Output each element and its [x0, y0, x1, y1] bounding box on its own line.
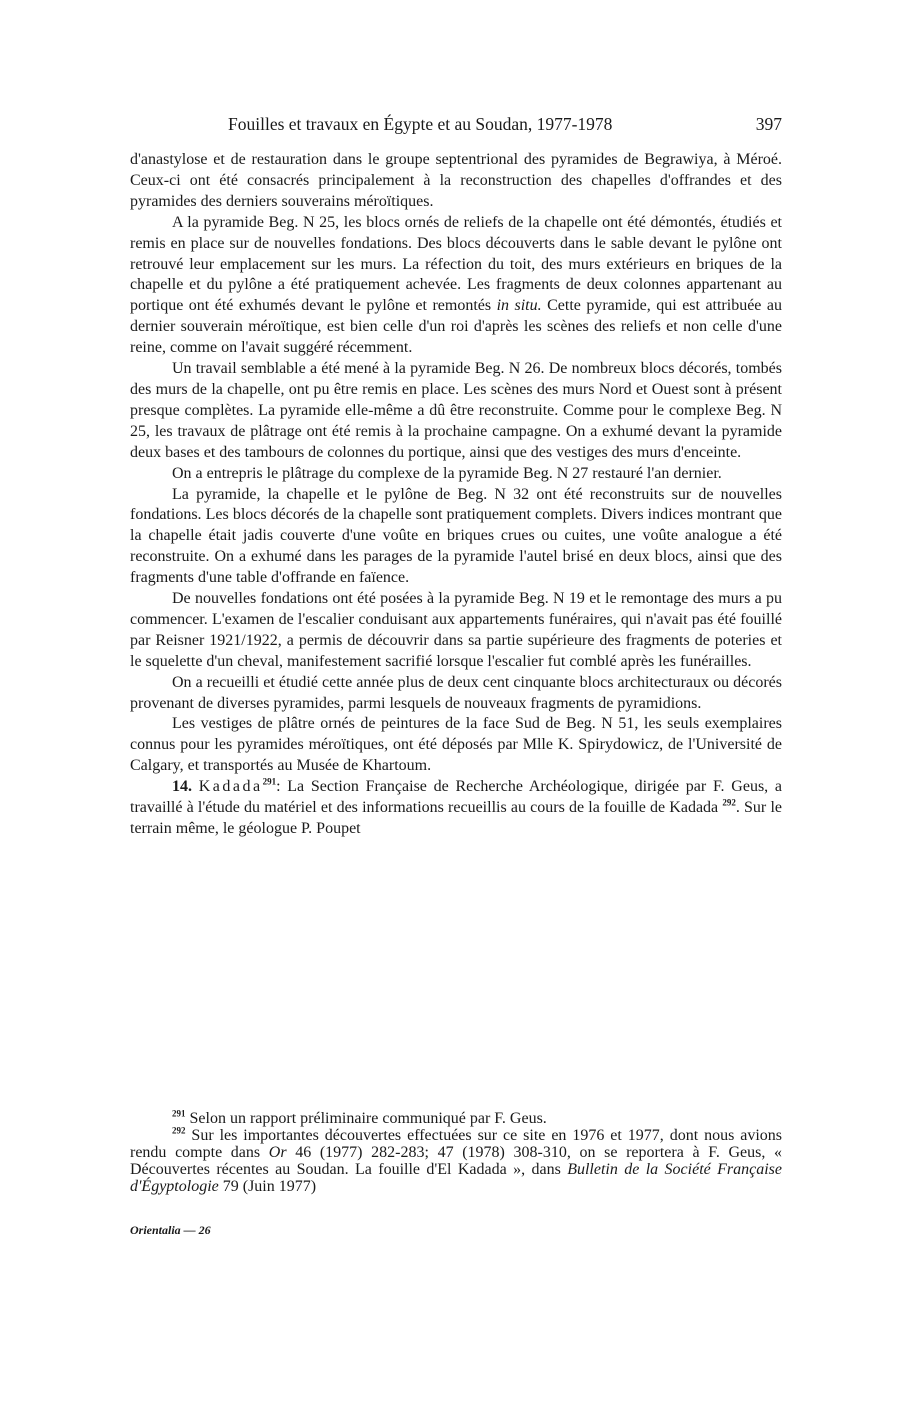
journal-title: Bulletin de la Société Française d'Égyptologie [130, 1161, 782, 1195]
text-span: Cette pyramide, qui est attribuée au dernier souverain méroïtique, est bien celle d'un roi d'après les scènes des reliefs et non celle d'une reine, comme on l'avait suggéré récemment. [130, 297, 782, 357]
footnote-ref-291[interactable]: 291 [262, 776, 277, 787]
footnote-number: 292 [172, 1125, 186, 1136]
page-number: 397 [755, 114, 782, 134]
text-span: . Sur le terrain même, le géologue P. Poupet [130, 799, 782, 837]
paragraph-beg-n26: Un travail semblable a été mené à la pyramide Beg. N 26. De nombreux blocs décorés, tombés des murs de la chapelle, ont pu être remis en place. Les scènes des murs Nord et Ouest sont à présent presque complètes. La pyramide elle-même a dû être reconstruite. Comme pour le complexe Beg. N 25, les travaux de plâtrage ont été remis à la prochaine campagne. On a exhumé devant la pyramide deux bases et des tambours de colonnes du portique, ainsi que des vestiges des murs d'enceinte. [130, 360, 782, 461]
paragraph-anastylose: d'anastylose et de restauration dans le groupe septentrional des pyramides de Begrawiya, à Méroé. Ceux-ci ont été consacrés principalement à la reconstruction des chapelles d'offrandes et des pyramides des derniers souverains méroïtiques. [130, 151, 782, 210]
text-span: : La Section Française de Recherche Archéologique, dirigée par F. Geus, a travaillé à l'étude du matériel et des informations recueillis au cours de la fouille de Kadada [130, 778, 783, 817]
footnote-292 [130, 1127, 782, 1195]
footnote-ref-292[interactable]: 292 [722, 797, 736, 808]
footnote-text: Selon un rapport préliminaire communiqué par F. Geus. [185, 1110, 547, 1127]
paragraph-blocs: On a recueilli et étudié cette année plus de deux cent cinquante blocs architecturaux ou décorés provenant de diverses pyramides, parmi lesquels de nouveaux fragments de pyramidions. [130, 673, 782, 712]
paragraph-beg-n32: La pyramide, la chapelle et le pylône de Beg. N 32 ont été reconstruits sur de nouvelles fondations. Les blocs décorés de la chapelle sont pratiquement complets. Divers indices montrant que la chapelle était jadis couverte d'une voûte en briques crues ou cuites, une voûte analogue a été reconstruite. On a exhumé dans les parages de la pyramide l'autel brisé en deux blocs, ainsi que des fragments d'une table d'offrande en faïence. [130, 485, 782, 587]
footnote-text: Sur les importantes découvertes effectuées sur ce site en 1976 et 1977, dont nous avions rendu compte dans [130, 1127, 782, 1161]
main-text [130, 150, 782, 840]
paragraph-beg-n19: De nouvelles fondations ont été posées à la pyramide Beg. N 19 et le remontage des murs a pu commencer. L'examen de l'escalier conduisant aux appartements funéraires, qui n'avait pas été fouillé par Reisner 1921/1922, a permis de découvrir dans sa partie supérieure des fragments de poteries et le squelette d'un cheval, manifestement sacrifié lorsque l'escalier fut comblé après les funérailles. [130, 590, 782, 670]
section-number: 14. [172, 778, 192, 796]
text-span: A la pyramide Beg. N 25, les blocs ornés de reliefs de la chapelle ont été démontés, étudiés et remis en place sur de nouvelles fondations. Des blocs découverts dans le sable devant le pylône ont retrouvé leur emplacement sur les murs. La réfection du toit, des murs extérieurs en briques de la chapelle et du pylône a été pratiquement achevée. Les fragments de deux colonnes appartenant au portique ont été exhumés devant le pylône et remontés [130, 213, 782, 315]
section-place: Kadada [198, 778, 263, 796]
paragraph-beg-n25 [130, 213, 782, 359]
footnote-number: 291 [172, 1108, 186, 1119]
running-title: Fouilles et travaux en Égypte et au Soudan, 1977-1978 [228, 114, 613, 134]
paragraph-beg-n51: Les vestiges de plâtre ornés de peintures de la face Sud de Beg. N 51, les seuls exemplaires connus pour les pyramides méroïtiques, ont été déposés par Mlle K. Spirydowicz, de l'Université de Calgary, et transportés au Musée de Khartoum. [130, 715, 782, 775]
journal-abbrev: Or [268, 1144, 287, 1161]
italic-in-situ: in situ. [496, 297, 542, 315]
footnote-text: 79 (Juin 1977) [218, 1178, 317, 1195]
paragraph-beg-n27: On a entrepris le plâtrage du complexe de la pyramide Beg. N 27 restauré l'an dernier. [172, 464, 722, 482]
footnotes [130, 1110, 782, 1195]
footnote-text: 46 (1977) 282-283; 47 (1978) 308-310, on se reportera à F. Geus, « Découvertes récentes au Soudan. La fouille d'El Kadada », dans [130, 1144, 782, 1178]
signature-mark: Orientalia — 26 [130, 1223, 211, 1237]
running-header [130, 114, 782, 138]
footnote-291 [130, 1110, 782, 1127]
paragraph-kadada [130, 777, 782, 840]
